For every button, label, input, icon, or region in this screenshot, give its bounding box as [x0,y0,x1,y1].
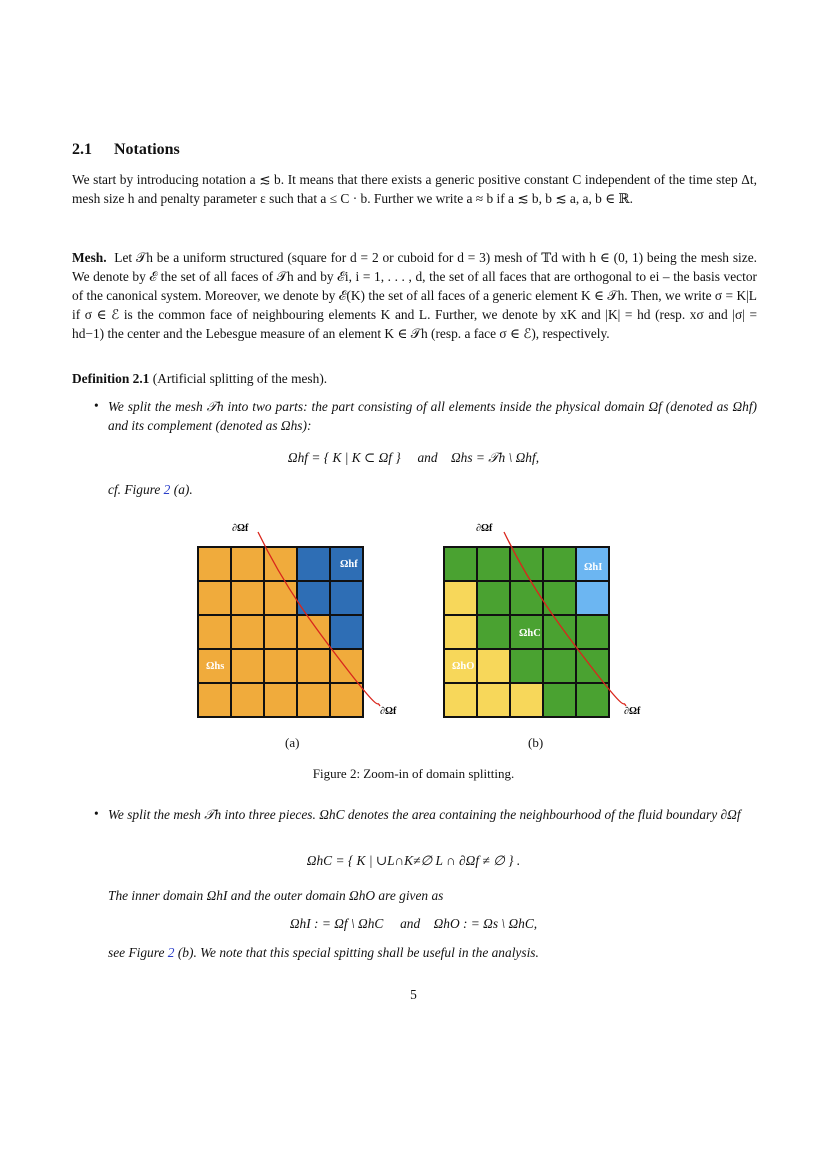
page-number: 5 [410,987,417,1002]
cf-figure-line [108,482,193,498]
fluid-cell [330,615,363,649]
eq3-left: ΩhI : = Ωf \ ΩhC [289,916,384,931]
section-heading [72,141,180,159]
equation-split-two [0,450,827,466]
eq1-right: Ωhs = 𝒯h \ Ωhf, [450,450,540,465]
outer-label: ΩhO [452,661,475,672]
mesh-paragraph [72,248,757,343]
cf-suffix: (a). [173,482,193,497]
boundary-label-top: ∂Ωf [476,523,493,534]
eq3-right: ΩhO : = Ωs \ ΩhC, [433,916,538,931]
definition-label: Definition 2.1 [72,371,150,386]
boundary-label-bottom: ∂Ωf [624,706,641,717]
boundary-label-top: ∂Ωf [232,523,249,534]
equation-crossing [0,853,827,869]
definition-title: (Artificial splitting of the mesh). [152,371,328,386]
see-suffix: (b). We note that this special spitting shall be useful in the analysis. [177,945,539,960]
mesh-text: Let 𝒯h be a uniform structured (square for d = 2 or cuboid for d = 3) mesh of 𝕋d with h ∈ (0, 1) being the mesh size. We denote by ℰ the set of all faces of 𝒯h and by ℰi, i = 1, . . . , d, the set of all faces that are orthogonal to ei – the basis vector of the canonical system. Moreover, we denote by ℰ(K) the set of all faces of a generic element K ∈ 𝒯h. Then, we write σ = K|L if σ ∈ ℰ is the common face of neighbouring elements K and L. Further, we denote by xK and |K| = hd (resp. xσ and |σ| = hd−1) the center and the Lebesgue measure of an element K ∈ 𝒯h (resp. a face σ ∈ ℰ), respectively. [72,250,757,341]
figure-2a-cells [198,547,363,717]
section-title: Notations [114,141,180,158]
eq1-left: Ωhf = { K | K ⊂ Ωf } [287,450,401,465]
fluid-cell [330,581,363,615]
solid-label: Ωhs [206,661,225,672]
fluid-label: Ωhf [340,559,358,570]
intro-paragraph [72,170,757,208]
figure-ref-link-2[interactable]: 2 [167,945,175,960]
inner-label: ΩhI [584,562,603,573]
outer-cell [444,615,477,649]
bullet-marker-1: • [94,398,99,413]
see-prefix: see Figure [108,945,165,960]
mesh-heading: Mesh. [72,250,107,265]
outer-cell [444,683,543,717]
see-figure-line [108,945,539,961]
bullet-2-text: We split the mesh 𝒯h into three pieces. ΩhC denotes the area containing the neighbourhood of the fluid boundary ∂Ωf [108,807,741,822]
intro-text: We start by introducing notation a ≲ b. It means that there exists a generic positive constant C independent of the time step Δt, mesh size h and penalty parameter ε such that a ≤ C · b. Further we write a ≈ b if a ≲ b, b ≲ a, a, b ∈ ℝ. [72,172,757,206]
sublabel-b: (b) [528,735,544,750]
fluid-cell [297,581,330,615]
eq2: ΩhC = { K | ∪L∩K≠∅ L ∩ ∂Ωf ≠ ∅ } . [306,853,521,868]
crossing-label: ΩhC [519,628,541,639]
sublabel-a: (a) [285,735,300,750]
bullet-1-text: We split the mesh 𝒯h into two parts: the part consisting of all elements inside the physical domain Ωf (denoted as Ωhf) and its complement (denoted as Ωhs): [108,399,757,433]
boundary-label-bottom: ∂Ωf [380,706,397,717]
figure-caption: Figure 2: Zoom-in of domain splitting. [312,766,515,781]
figure-2b [436,518,656,750]
inner-cell [576,581,609,615]
outer-cell [444,581,477,615]
inner-outer-text: The inner domain ΩhI and the outer domain ΩhO are given as [108,888,444,903]
figure-2a [190,518,410,750]
eq1-and: and [417,450,438,465]
cf-prefix: cf. Figure [108,482,161,497]
section-number: 2.1 [72,141,92,158]
equation-inner-outer [0,916,827,932]
bullet-marker-2: • [94,806,99,821]
definition-line [72,371,327,387]
outer-cell [477,649,510,683]
eq3-and: and [400,916,421,931]
figure-ref-link-1[interactable]: 2 [163,482,171,497]
